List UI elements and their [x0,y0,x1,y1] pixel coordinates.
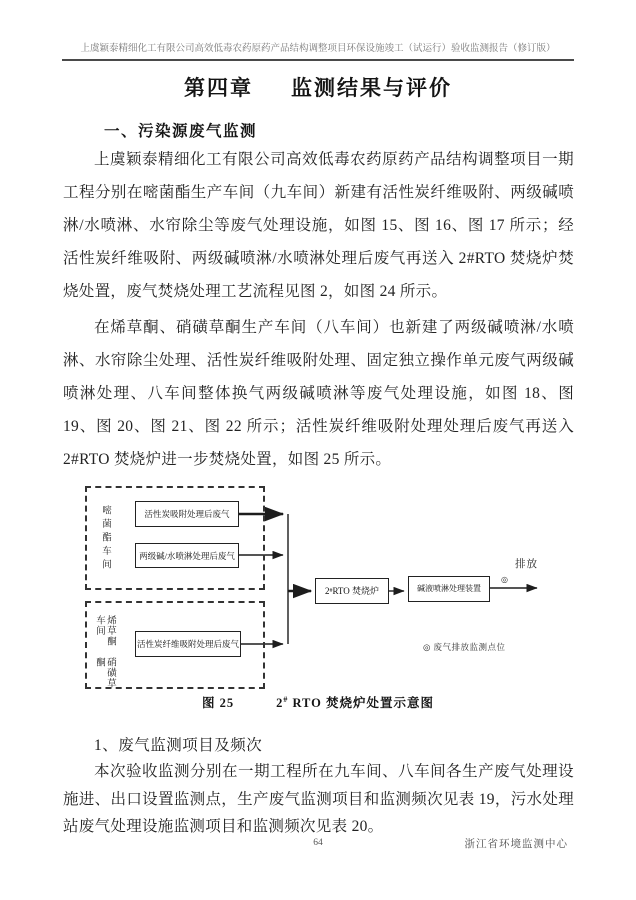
treatment-box-carbon-fiber-adsorption: 活性炭纤维吸附处理后废气 [135,631,241,657]
caption-rto-label: RTO 焚烧炉处置示意图 [288,696,435,710]
treatment-box-carbon-adsorption: 活性炭吸附处理后废气 [135,501,239,527]
flow-diagram [63,484,574,690]
subsection-heading: 1、废气监测项目及频次 [94,737,263,754]
diagram-legend: ◎ 废气排放监测点位 [423,642,506,652]
workshop-group-2-label-col2: 硝磺草酮 [94,656,115,689]
figure-caption-number: 图 25 [201,696,235,710]
chapter-name: 监测结果与评价 [291,76,452,100]
alkali-scrubber-box: 碱液喷淋处理装置 [408,576,490,602]
rto-superscript: # [329,588,333,594]
chapter-number: 第四章 [184,76,253,100]
treatment-box-alkali-water-spray: 两级碱/水喷淋处理后废气 [135,543,239,568]
figure-caption-text [276,693,434,711]
footer-organization: 浙江省环境监测中心 [464,839,568,850]
workshop-group-2-label-col1: 烯草酮车间 [94,615,115,647]
paragraph-2: 在烯草酮、硝磺草酮生产车间（八车间）也新建了两级碱喷淋/水喷淋、水帘除尘处理、活性炭纤维吸附处理、固定独立操作单元废气两级碱喷淋处理、八车间整体换气两级碱喷淋等废气处理设施，如图 18、图 19、图 20、图 21、图 22 所示；活性炭纤维吸附处理处理后废气再送入 2#RTO 焚烧炉进一步焚烧处置，如图 25 所示。 [63,319,574,468]
rto-number: 2 [324,586,330,596]
rto-label: RTO 焚烧炉 [332,586,380,596]
workshop-group-2-label [93,615,115,690]
discharge-label: 排放 [515,559,538,570]
caption-rto-number: 2 [276,696,284,710]
running-header: 上虞颖泰精细化工有限公司高效低毒农药原药产品结构调整项目环保设施竣工（试运行）验收监测报告（修订版） [62,40,574,61]
workshop-group-1-label: 嘧菌酯车间 [100,505,110,573]
page-number: 64 [313,838,323,848]
paragraph-3: 本次验收监测分别在一期工程所在九车间、八车间各生产废气处理设施进、出口设置监测点，生产废气监测项目和监测频次见表 19，污水处理站废气处理设施监测项目和监测频次见表 20。 [63,763,574,835]
chapter-title [0,72,636,102]
caption-rto-superscript: # [283,694,289,704]
rto-incinerator-box [315,578,389,604]
figure-caption [0,693,636,711]
monitoring-point-icon: ◎ [501,575,508,584]
paragraph-1: 上虞颖泰精细化工有限公司高效低毒农药原药产品结构调整项目一期工程分别在嘧菌酯生产车间（九车间）新建有活性炭纤维吸附、两级碱喷淋/水喷淋、水帘除尘等废气处理设施，如图 15、图 16、图 17 所示；经活性炭纤维吸附、两级碱喷淋/水喷淋处理后废气再送入 2#RTO 焚烧炉焚烧处置，废气焚烧处理工艺流程见图 2，如图 24 所示。 [63,151,574,300]
section-heading: 一、污染源废气监测 [104,123,258,140]
